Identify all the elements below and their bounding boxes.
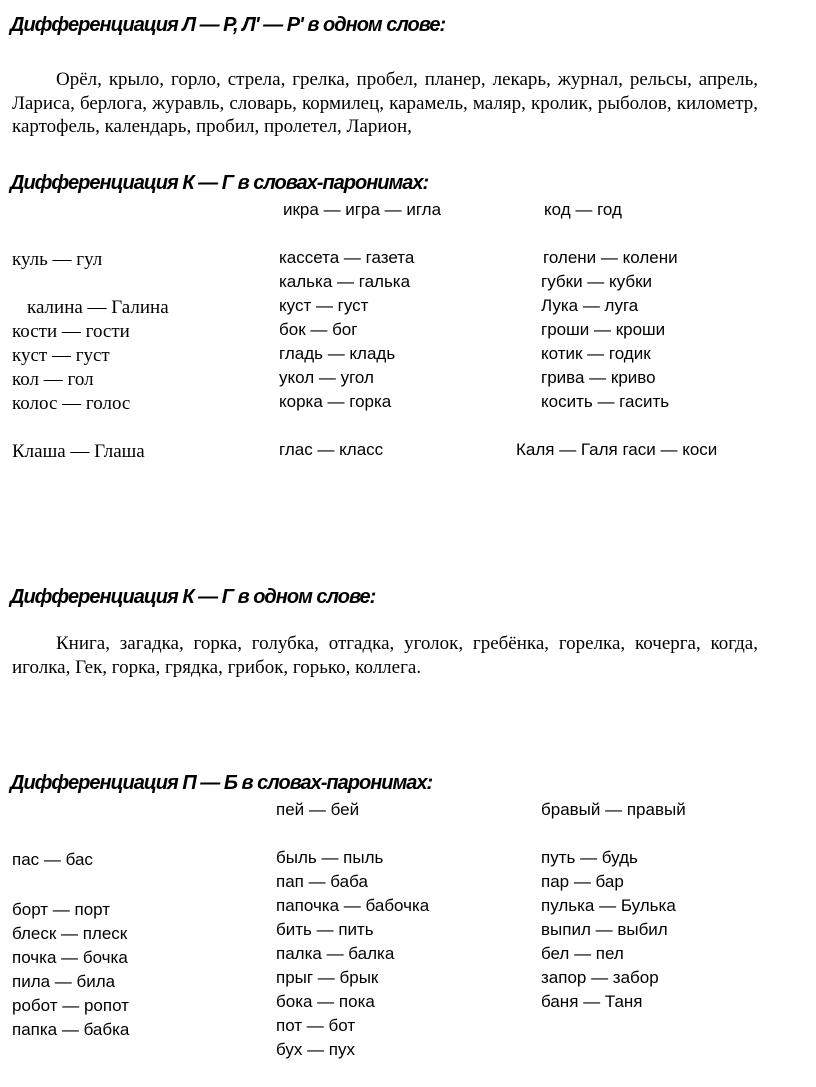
word-pair: куст — густ: [279, 296, 369, 315]
word-pair: пила — била: [12, 972, 116, 991]
word-pair: Каля — Галя гаси — коси: [516, 440, 718, 459]
word-pair: гладь — кладь: [279, 344, 396, 363]
word-pair: борт — порт: [12, 900, 111, 919]
word-pair: быль — пыль: [276, 848, 384, 867]
word-pair: выпил — выбил: [541, 920, 668, 939]
word-pair: кассета — газета: [279, 248, 415, 267]
word-pair: бок — бог: [279, 320, 358, 339]
word-pair: куль — гул: [12, 249, 103, 270]
word-pair: блеск — плеск: [12, 924, 128, 943]
word-pair: путь — будь: [541, 848, 638, 867]
section3-heading: Дифференциация К — Г в одном слове:: [10, 586, 376, 608]
word-pair: грива — криво: [541, 368, 656, 387]
section2-heading: Дифференциация К — Г в словах-паронимах:: [10, 172, 429, 194]
word-pair: пот — бот: [276, 1016, 356, 1035]
word-pair: куст — густ: [12, 345, 110, 366]
word-pair: голени — колени: [543, 248, 678, 267]
word-pair: пулька — Булька: [541, 896, 676, 915]
word-pair: пей — бей: [276, 800, 360, 819]
word-pair: губки — кубки: [541, 272, 652, 291]
word-pair: баня — Таня: [541, 992, 643, 1011]
word-pair: колос — голос: [12, 393, 131, 414]
section3-paragraph: Книга, загадка, горка, голубка, отгадка, уголок, гребёнка, горелка, кочерга, когда, иголка, Гек, горка, грядка, грибок, горько, коллега.: [12, 633, 758, 678]
section1-heading: Дифференциация Л — Р, Л' — Р' в одном слове:: [10, 14, 446, 36]
section1-paragraph: Орёл, крыло, горло, стрела, грелка, пробел, планер, лекарь, журнал, рельсы, апрель, Лариса, берлога, журавль, словарь, кормилец, карамель, маляр, кролик, рыболов, километр, картофель, календарь, пробил, пролетел, Ларион,: [12, 69, 758, 137]
word-pair: пап — баба: [276, 872, 368, 891]
word-pair: прыг — брык: [276, 968, 379, 987]
word-pair: гроши — кроши: [541, 320, 666, 339]
word-pair: папочка — бабочка: [276, 896, 430, 915]
word-pair: код — год: [544, 200, 622, 219]
word-pair: бока — пока: [276, 992, 375, 1011]
word-pair: калька — галька: [279, 272, 411, 291]
word-pair: папка — бабка: [12, 1020, 130, 1039]
word-pair: укол — угол: [279, 368, 374, 387]
word-pair: бравый — правый: [541, 800, 686, 819]
word-pair: калина — Галина: [27, 297, 169, 318]
word-pair: кости — гости: [12, 321, 130, 342]
word-pair: кол — гол: [12, 369, 94, 390]
word-pair: косить — гасить: [541, 392, 670, 411]
word-pair: бух — пух: [276, 1040, 356, 1059]
word-pair: икра — игра — игла: [283, 200, 442, 219]
word-pair: бел — пел: [541, 944, 624, 963]
section4-heading: Дифференциация П — Б в словах-паронимах:: [10, 772, 433, 794]
word-pair: пар — бар: [541, 872, 624, 891]
word-pair: пас — бас: [12, 850, 93, 869]
word-pair: котик — годик: [541, 344, 651, 363]
word-pair: глас — класс: [279, 440, 384, 459]
word-pair: корка — горка: [279, 392, 392, 411]
word-pair: почка — бочка: [12, 948, 128, 967]
word-pair: Лука — луга: [541, 296, 639, 315]
word-pair: палка — балка: [276, 944, 395, 963]
word-pair: запор — забор: [541, 968, 659, 987]
word-pair: бить — пить: [276, 920, 374, 939]
word-pair: Клаша — Глаша: [12, 441, 145, 462]
word-pair: робот — ропот: [12, 996, 129, 1015]
